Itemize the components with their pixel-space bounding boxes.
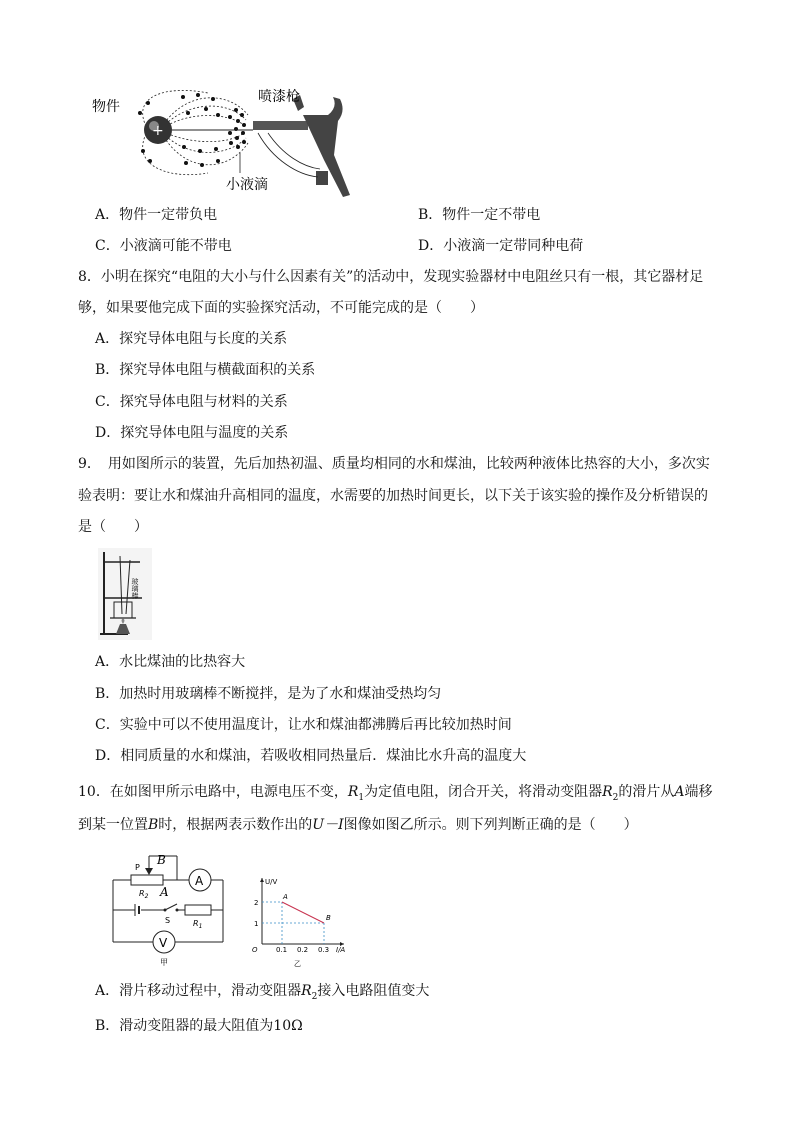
svg-text:S: S xyxy=(165,916,171,925)
q9-stem-line1: 9． 用如图所示的装置，先后加热初温、质量均相同的水和煤油，比较两种液体比热容的大小，多次实 xyxy=(78,456,710,472)
glass-rod-label: 玻璃棒 xyxy=(131,578,139,599)
svg-text:I/A: I/A xyxy=(336,946,346,954)
gun-barrel xyxy=(253,121,308,130)
label-droplets: 小液滴 xyxy=(226,177,268,193)
resistor-r2 xyxy=(131,875,163,885)
svg-text:乙: 乙 xyxy=(294,960,301,968)
q9-option-c: C．实验中可以不使用温度计，让水和煤油都沸腾后再比较加热时间 xyxy=(95,717,512,733)
svg-text:1: 1 xyxy=(254,920,259,928)
ui-graph-yi xyxy=(248,872,354,970)
ui-line xyxy=(282,902,324,923)
svg-text:2: 2 xyxy=(254,899,259,907)
q10-option-b: B．滑动变阻器的最大阻值为10Ω xyxy=(95,1018,303,1034)
spray-gun-figure xyxy=(88,85,358,200)
svg-text:0.1: 0.1 xyxy=(276,946,288,954)
q10-option-a: A．滑片移动过程中，滑动变阻器$R_2$接入电路阻值变大 xyxy=(95,983,430,1002)
svg-text:A: A xyxy=(195,874,204,888)
q8-option-d: D．探究导体电阻与温度的关系 xyxy=(95,425,289,441)
heating-apparatus-figure xyxy=(98,548,152,640)
q9-option-d: D．相同质量的水和煤油，若吸收相同热量后．煤油比水升高的温度大 xyxy=(95,748,527,764)
svg-text:P: P xyxy=(135,863,140,872)
q9-option-b: B．加热时用玻璃棒不断搅拌，是为了水和煤油受热均匀 xyxy=(95,686,442,702)
q10-stem-line2: 到某一位置B时，根据两表示数作出的U－I图像如图乙所示。则下列判断正确的是（ ） xyxy=(78,817,638,833)
q8-option-b: B．探究导体电阻与横截面积的关系 xyxy=(95,362,316,378)
q8-option-a: A．探究导体电阻与长度的关系 xyxy=(95,331,288,347)
q7-option-a: A．物件一定带负电 xyxy=(95,207,218,223)
label-object: 物件 xyxy=(92,99,120,115)
svg-text:O: O xyxy=(252,946,258,954)
svg-text:B: B xyxy=(326,914,331,922)
q8-stem-line1: 8．小明在探究“电阻的大小与什么因素有关”的活动中，发现实验器材中电阻丝只有一根，其它器材足 xyxy=(78,269,704,285)
svg-text:A: A xyxy=(283,893,288,901)
q10-stem-line1: 10．在如图甲所示电路中，电源电压不变，$R_1$为定值电阻，闭合开关，将滑动变阻器$R_2$的滑片从A端移 xyxy=(78,784,713,803)
circuit-diagram-jia xyxy=(105,850,235,968)
q9-stem-line3: 是（ ） xyxy=(78,519,148,535)
label-spray-gun: 喷漆枪 xyxy=(258,89,300,105)
svg-text:A: A xyxy=(160,885,169,899)
q7-option-c: C．小液滴可能不带电 xyxy=(95,238,232,254)
slider-arrow xyxy=(145,868,153,875)
svg-text:0.3: 0.3 xyxy=(318,946,330,954)
q9-stem-line2: 验表明：要让水和煤油升高相同的温度，水需要的加热时间更长，以下关于该实验的操作及分析错误的 xyxy=(78,488,708,504)
svg-text:R1: $R_1$ xyxy=(193,919,203,930)
svg-text:B: B xyxy=(157,853,166,867)
svg-text:U/V: U/V xyxy=(265,878,278,886)
svg-text:甲: 甲 xyxy=(160,958,168,967)
q7-option-b: B．物件一定不带电 xyxy=(418,207,541,223)
svg-text:V: V xyxy=(159,936,168,950)
q8-stem-line2: 够，如果要他完成下面的实验探究活动，不可能完成的是（ ） xyxy=(78,300,484,316)
q8-option-c: C．探究导体电阻与材料的关系 xyxy=(95,394,288,410)
q7-option-d: D．小液滴一定带同种电荷 xyxy=(418,238,584,254)
svg-text:0.2: 0.2 xyxy=(297,946,309,954)
plus-symbol: + xyxy=(152,123,164,139)
svg-text:R2: $R_2$ xyxy=(139,889,149,900)
resistor-r1 xyxy=(185,905,211,915)
q9-option-a: A．水比煤油的比热容大 xyxy=(95,654,246,670)
